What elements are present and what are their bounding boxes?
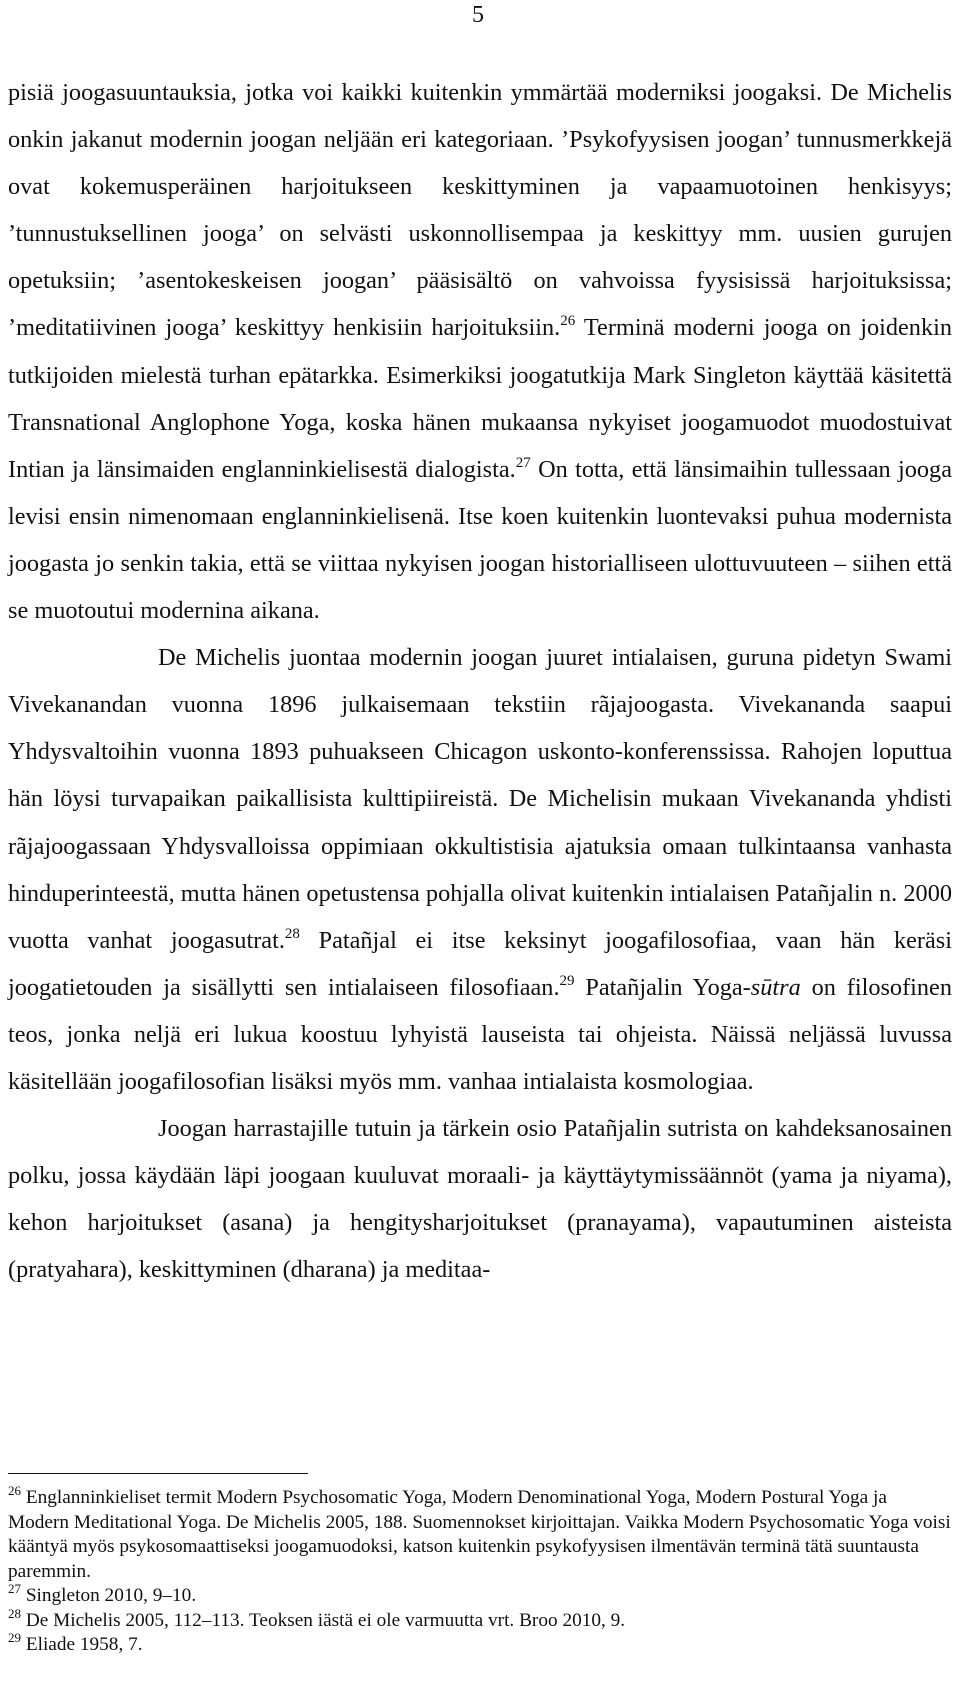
footnote-ref: 27 (515, 454, 531, 471)
footnote-number: 29 (8, 1630, 21, 1645)
text-segment: Terminä moderni jooga on joidenkin tutkijoiden mielestä turhan epätarkka. Esimerkiksi joogatutkija Mark Singleton käyttää käsitettä Transnational Anglophone Yoga, koska hänen mukaansa nykyiset joogamuodot muodostuivat Intian ja länsimaiden englanninkielisestä dialogista. (8, 314, 952, 483)
text-segment: De Michelis juontaa modernin joogan juuret intialaisen, guruna pidetyn Swami Vivekanandan vuonna 1896 julkaisemaan tekstiin rãjajoogasta. Vivekananda saapui Yhdysvaltoihin vuonna 1893 puhuakseen Chicagon uskonto-konferenssissa. Rahojen loputtua hän löysi turvapaikan paikallisista kulttipiireistä. De Michelisin mukaan Vivekananda yhdisti rãjajoogassaan Yhdysvalloissa oppimiaan okkultistisia ajatuksia omaan tulkintaansa vanhasta hinduperinteestä, mutta hänen opetustensa pohjalla olivat kuitenkin intialaisen Patañjalin n. 2000 vuotta vanhat joogasutrat. (8, 644, 952, 954)
text-segment: Patañjal ei itse keksinyt joogafilosofiaa, vaan hän keräsi joogatietouden ja sisällytti sen intialaiseen filosofiaan. (8, 926, 952, 1001)
footnote-number: 27 (8, 1581, 21, 1596)
footnote (8, 1483, 952, 1584)
footnote (8, 1581, 952, 1609)
text-segment: pisiä joogasuuntauksia, jotka voi kaikki kuitenkin ymmärtää moderniksi joogaksi. De Michelis onkin jakanut modernin joogan neljään eri kategoriaan. ’Psykofyysisen joogan’ tunnusmerkkejä ovat kokemusperäinen harjoitukseen keskittyminen ja vapaamuotoinen henkisyys; ’tunnustuksellinen jooga’ on selvästi uskonnollisempaa ja keskittyy mm. uusien gurujen opetuksiin; ’asentokeskeisen joogan’ pääsisältö on vahvoissa fyysisissä harjoituksissa; ’meditatiivinen jooga’ keskittyy henkisiin harjoituksiin. (8, 79, 952, 342)
italic-term: sūtra (750, 973, 801, 1001)
body-text (8, 69, 952, 1293)
footnote-ref: 26 (560, 313, 576, 330)
footnote-ref: 29 (559, 972, 575, 989)
footnote-text: De Michelis 2005, 112–113. Teoksen iästä ei ole varmuutta vrt. Broo 2010, 9. (21, 1609, 626, 1631)
footnote (8, 1605, 952, 1634)
text-segment: Joogan harrastajille tutuin ja tärkein osio Patañjalin sutrista on kahdeksanosainen polku, jossa käydään läpi joogaan kuuluvat moraali- ja käyttäytymissäännöt (yama ja niyama), kehon harjoitukset (asana) ja hengitysharjoitukset (pranayama), vapautuminen aisteista (pratyahara), keskittyminen (dharana) ja meditaa- (8, 1115, 952, 1284)
footnote-divider (8, 1473, 308, 1474)
footnote-text: Eliade 1958, 7. (21, 1634, 143, 1655)
paragraph (8, 1105, 952, 1293)
page-number: 5 (472, 2, 484, 28)
footnote-text: Singleton 2010, 9–10. (21, 1585, 197, 1606)
paragraph (8, 69, 952, 634)
text-segment: on filosofinen teos, jonka neljä eri lukua koostuu lyhyistä lauseista tai ohjeista. Näissä neljässä luvussa käsitellään joogafilosofian lisäksi myös mm. vanhaa intialaista kosmologiaa. (8, 973, 952, 1095)
text-segment: On totta, että länsimaihin tullessaan jooga levisi ensin nimenomaan englanninkielisenä. Itse koen kuitenkin luontevaksi puhua modernista joogasta jo senkin takia, että se viittaa nykyisen joogan historialliseen ulottuvuuteen – siihen että se muotoutui modernina aikana. (8, 455, 952, 625)
footnotes (8, 1483, 952, 1658)
footnote-text: Englanninkieliset termit Modern Psychosomatic Yoga, Modern Denominational Yoga, Modern Postural Yoga ja Modern Meditational Yoga. De Michelis 2005, 188. Suomennokset kirjoittajan. Vaikka Modern Psychosomatic Yoga voisi kääntyä myös psykosomaattiseksi joogamuodoksi, katson kuitenkin psykofyysisen ilmentävän terminä tätä suuntausta paremmin. (8, 1487, 951, 1582)
footnote (8, 1630, 952, 1658)
text-segment: Patañjalin Yoga- (574, 973, 751, 1001)
footnote-number: 26 (8, 1483, 21, 1498)
paragraph (8, 634, 952, 1105)
footnote-number: 28 (8, 1605, 21, 1621)
footnote-ref: 28 (284, 925, 300, 942)
